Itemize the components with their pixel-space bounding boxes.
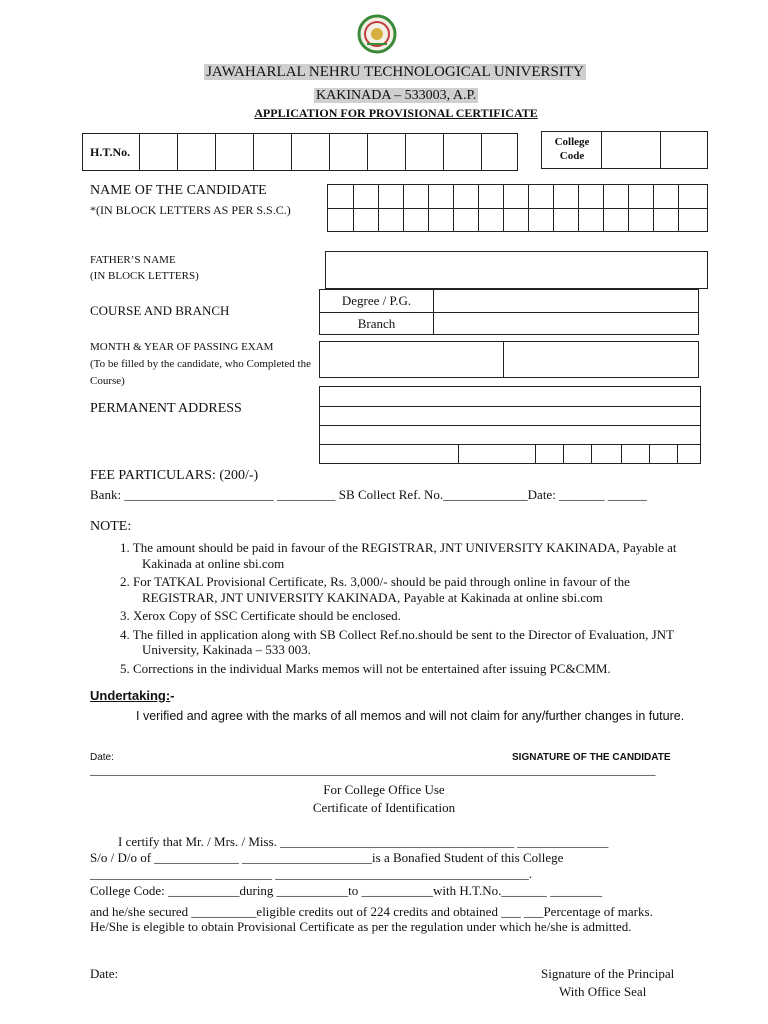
ht-no-cell[interactable] (291, 134, 292, 170)
form-title: APPLICATION FOR PROVISIONAL CERTIFICATE (254, 106, 538, 120)
candidate-signature-label: SIGNATURE OF THE CANDIDATE (512, 752, 671, 763)
ht-no-cell[interactable] (329, 134, 330, 170)
ht-no-cell[interactable] (177, 134, 178, 170)
name-hint: *(IN BLOCK LETTERS AS PER S.S.C.) (90, 203, 291, 217)
college-code-cell[interactable] (601, 132, 602, 168)
branch-field[interactable] (434, 313, 698, 335)
undertaking-text: I verified and agree with the marks of all memos and will not claim for any/further changes in future. (136, 709, 685, 723)
undertaking-title: Undertaking:- (90, 688, 175, 703)
passing-label: MONTH & YEAR OF PASSING EXAM (90, 341, 274, 353)
college-code-label: College Code (554, 136, 590, 162)
address-label: PERMANENT ADDRESS (90, 401, 242, 416)
parent-line[interactable]: S/o / D/o of _____________ ____________________is a Bonafied Student of this College (90, 850, 564, 865)
undertaking-date-label: Date: (90, 752, 114, 763)
ht-no-cell[interactable] (139, 134, 140, 170)
note-item: 1. The amount should be paid in favour of the REGISTRAR, JNT UNIVERSITY KAKINADA, Payable at Kakinada at online sbi.com (120, 540, 677, 571)
university-seal (357, 14, 397, 54)
note-title: NOTE: (90, 519, 132, 534)
principal-signature-label: Signature of the Principal (541, 966, 675, 981)
name-grid[interactable] (327, 184, 708, 232)
father-hint: (IN BLOCK LETTERS) (90, 270, 199, 282)
college-code-line[interactable]: College Code: ___________during ___________to ___________with H.T.No._______ ________ (90, 883, 603, 898)
course-grid (319, 289, 699, 335)
college-code-grid (541, 131, 708, 169)
ht-no-cell[interactable] (443, 134, 444, 170)
branch-label: Branch (357, 316, 396, 331)
bank-line[interactable]: Bank: _______________________ _________ SB Collect Ref. No._____________Date: _______ ______ (90, 487, 647, 502)
university-name: JAWAHARLAL NEHRU TECHNOLOGICAL UNIVERSITY (206, 64, 584, 80)
university-city: KAKINADA – 533003, A.P. (316, 88, 477, 103)
office-seal-label: With Office Seal (559, 984, 647, 999)
note-item: 3. Xerox Copy of SSC Certificate should be enclosed. (120, 608, 401, 623)
ht-no-cell[interactable] (481, 134, 482, 170)
college-code-cell[interactable] (660, 132, 661, 168)
father-label: FATHER’S NAME (90, 254, 176, 266)
credits-line[interactable]: and he/she secured __________eligible credits out of 224 credits and obtained ___ ___Percentage of marks. (90, 904, 653, 919)
divider-rule: _______________________________________________________________________________________ (90, 762, 656, 777)
eligibility-line: He/She is elegible to obtain Provisional Certificate as per the regulation under which he/she is admitted. (90, 919, 632, 934)
name-label: NAME OF THE CANDIDATE (90, 183, 267, 198)
course-label: COURSE AND BRANCH (90, 303, 230, 318)
passing-year-field[interactable] (504, 342, 698, 377)
father-name-field[interactable] (325, 251, 708, 289)
passing-grid (319, 341, 699, 378)
fee-label: FEE PARTICULARS: (200/-) (90, 468, 259, 483)
office-date-label: Date: (90, 966, 119, 981)
office-subheading: Certificate of Identification (312, 800, 456, 815)
ht-no-cell[interactable] (367, 134, 368, 170)
passing-month-field[interactable] (320, 342, 503, 377)
note-item: 4. The filled in application along with SB Collect Ref.no.should be sent to the Director of Evaluation, JNT University, Kakinada – 533 003. (120, 626, 674, 657)
ht-no-cell[interactable] (253, 134, 254, 170)
ht-no-cell[interactable] (215, 134, 216, 170)
ht-no-label: H.T.No. (90, 145, 131, 159)
office-heading: For College Office Use (323, 782, 445, 797)
note-item: 2. For TATKAL Provisional Certificate, Rs. 3,000/- should be paid through online in favour of the REGISTRAR, JNT UNIVERSITY KAKINADA, Payable at Kakinada at online sbi.com (120, 574, 630, 605)
note-item: 5. Corrections in the individual Marks memos will not be entertained after issuing PC&CMM. (120, 660, 611, 676)
degree-field[interactable] (434, 290, 698, 312)
note-list (120, 540, 700, 676)
ht-no-cell[interactable] (405, 134, 406, 170)
college-line[interactable]: ____________________________ _______________________________________. (90, 866, 532, 881)
passing-hint: (To be filled by the candidate, who Completed the Course) (90, 358, 311, 387)
certify-line[interactable]: I certify that Mr. / Mrs. / Miss. ____________________________________ ______________ (118, 834, 609, 849)
ht-no-grid (82, 133, 518, 171)
address-grid[interactable] (319, 386, 701, 464)
degree-label: Degree / P.G. (341, 293, 412, 308)
